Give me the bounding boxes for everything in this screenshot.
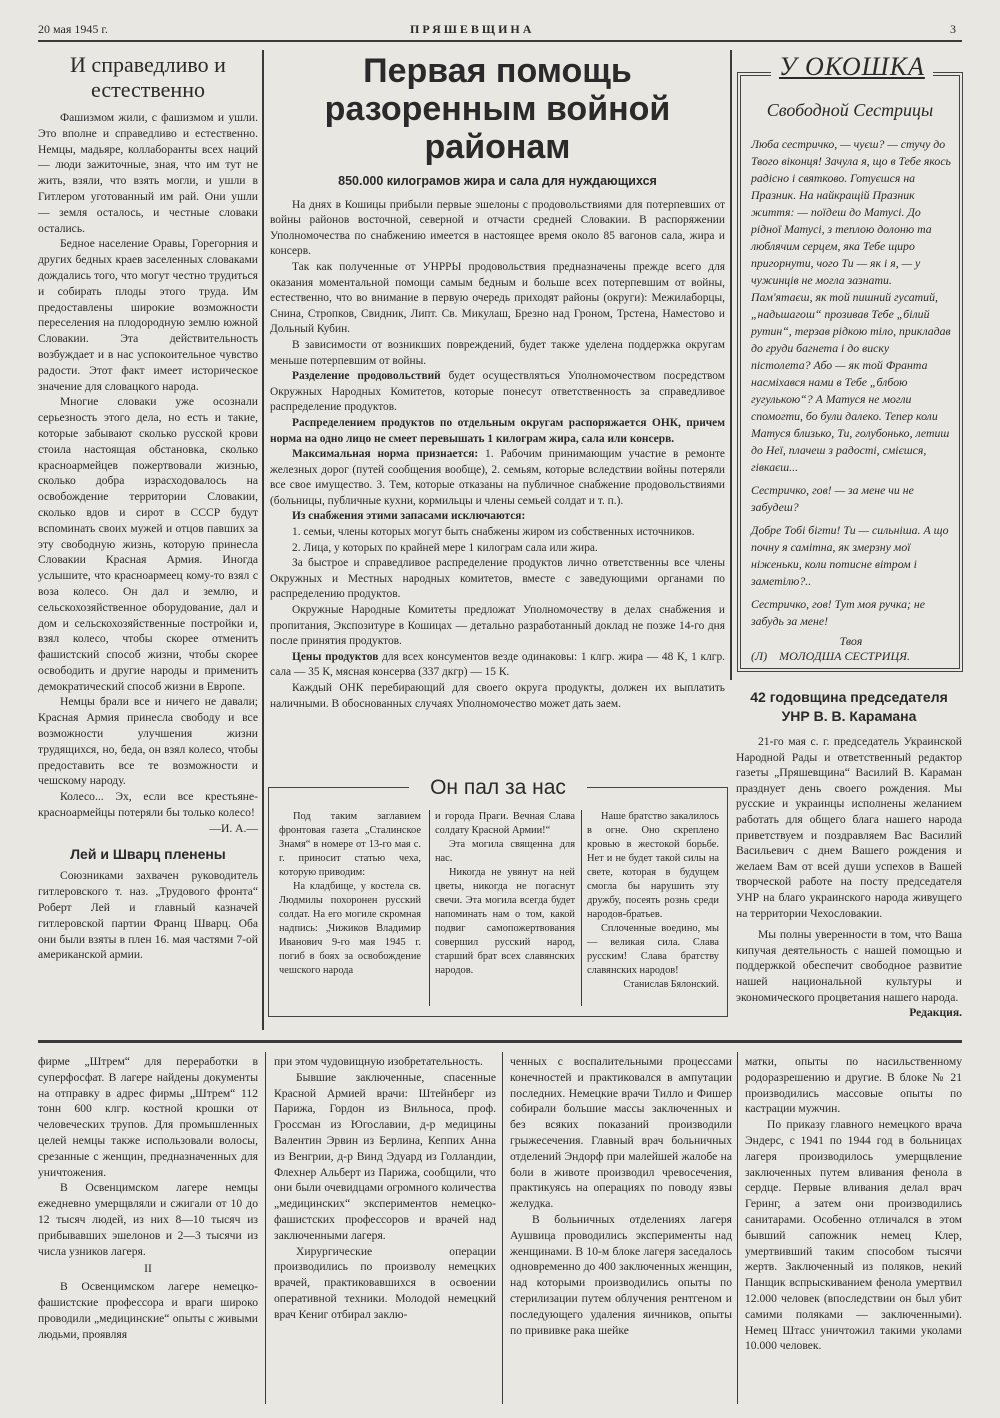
signature: Редакция.	[909, 1006, 962, 1020]
poem-stanza: Люба сестричко, — чуєш? — стучу до Твого віконця! Зачула я, що в Тебе якось радісно і святково. Готуєшся на Празник. На найкращій Празник життя: — поїдеш до Матусі. До рідної Матусі, з теплою долоню та люблячим серцем, яка Тебе щиро пригорнути, чого Ти — як і я, — у чужинців не могла зазнати. Пам'ятаєш, як той пишний гусатий, „надьшагош“ прозивав Тебе „білий рутин“, терзав рідкою тіло, прикладав до груди багнета і до виску пістолета? Або — як той Франта насміхався нами в Тебе „блбою гугулькою“? А Матуся не могли спомогти, бо були далеко. Тепер коли Матуся близько, Ти, голубонько, летиш до Неї, плачеш з радості, смієшся, гівкаєш...	[751, 137, 951, 474]
column-rule	[262, 50, 264, 1030]
paragraph: матки, опыты по насильственному родоразрешению и другие. В блоке № 21 производились массовые опыты по кастрации мужчин.	[745, 1055, 962, 1116]
article-headline: Лей и Шварц пленены	[70, 845, 226, 862]
paragraph: Распределением продуктов по отдельным округам распоряжается ОНК, причем норма на одно лицо не смеет перевышать 1 килограм жира, сала или консерв.	[270, 416, 725, 445]
article-headline: Первая помощь разоренным войной районам	[324, 52, 671, 166]
paragraph: За быстрое и справедливое распределение продуктов лично ответственны все члены Окружных и Местных народных комитетов, вместе с заведующими органами по распределению продуктов.	[270, 557, 725, 601]
paragraph: Союзниками захвачен руководитель гитлеровского т. наз. „Трудового фронта“ Роберт Лей и главный казначей гитлеровской партии Франц Шварц. Оба они были взяты в плен 16. мая частями 7-ой американской армии.	[38, 869, 258, 962]
poem-body	[751, 136, 951, 664]
bold-lead: Максимальная норма признается:	[292, 448, 479, 461]
article-headline: 42 годовщина председателя УНР В. В. Карамана	[750, 689, 948, 724]
karaman-article	[736, 688, 962, 1021]
section-numeral: II	[144, 1262, 152, 1276]
column-rule	[581, 810, 582, 1006]
column-rule	[730, 50, 732, 680]
box-column	[587, 810, 719, 992]
paragraph: Мы полны уверенности в том, что Ваша кипучая деятельность с нашей помощью и поддержкой обеспечит свободное развитие нашей национальной культуры и экономического процветания нашего народа.	[736, 928, 962, 1004]
fallen-soldier-box	[268, 776, 728, 1017]
paragraph: В Освенцимском лагере немецко-фашистские профессора и враги широко проводили „медицинские“ опыты с живыми людьми, проявляя	[38, 1280, 258, 1341]
paragraph: и города Праги. Вечная Слава солдату Красной Армии!“	[435, 811, 575, 836]
paragraph: 1. семьи, члены которых могут быть снабжены жиром из собственных источников.	[292, 526, 695, 539]
paragraph: Под таким заглавием фронтовая газета „Сталинское Знамя“ в номере от 13-го мая с. г. приносит статью чеха, которую приводим:	[279, 811, 421, 878]
issue-date: 20 мая 1945 г.	[38, 22, 108, 36]
paragraph: По приказу главного немецкого врача Эндерс, с 1941 по 1944 год в больницах лагеря производилось умерщвление заключенных путем вливания фенола в сердце. Первые вливания делал врач Геринг, а затем они производились санитарами. Особенно отличался в этом бывший сапожник немец Клер, умертвивший таким способом тысячи жертв. Заключенный из поляков, некий Панщик вспрыскиванием фенола умертвил 12.000 человек (впоследствии он был убит самими поляками — заключенными). Немец Штасс уничтожил такими уколами 10.000 человек.	[745, 1118, 962, 1353]
paragraph: В зависимости от возникших повреждений, будет также уделена поддержка округам меньше потерпевшим от войны.	[270, 338, 725, 367]
paragraph: Из снабжения этими запасами исключаются:	[292, 510, 526, 523]
paragraph: Разделение продовольствий будет осуществляться Уполномочеством посредством Окружных Народных Комитетов, которые понесут ответственность за справедливое распределение продуктов.	[270, 370, 725, 414]
paragraph: Немцы брали все и ничего не давали; Красная Армия принесла свободу и все возможности улучшения жизни трудящихся, но, беда, он взял колесо, чтобы предоставить все те возможности и чешскому народу.	[38, 695, 258, 788]
paragraph: 2. Лица, у которых по крайней мере 1 килограм сала или жира.	[292, 541, 598, 554]
column-rule	[265, 1052, 266, 1404]
paragraph: Никогда не увянут на ней цветы, никогда не погаснут свечи. Эта могила всегда будет напоминать нам о том, какой подвиг самопожертвования совершил русский народ, старший брат всех славянских народов.	[435, 867, 575, 976]
bottom-column	[745, 1054, 962, 1354]
poem-stanza: Добре Тобі бігти! Ти — сильніша. А що почну я самітна, як змерзну мої ніженьки, коли потисне вітром і заметілю?..	[751, 523, 949, 588]
paragraph: Максимальная норма признается: 1. Рабочим принимающим участие в ремонте железных дорог (путей сообщения вообще), 2. семьям, которые вследствии войны потеряли все свое имущество. 3. Тем, которые отказаны на публичное снабжение продовольствиями (больницы, публичные кухни, кормильцы и члены семьей солдат и т. п.).	[270, 448, 725, 507]
paragraph: Сплоченные воедино, мы — великая сила. Слава русским! Слава братству славянских народов!	[587, 923, 719, 976]
paragraph: Так как полученные от УНРРЫ продовольствия предназначены прежде всего для оказания моментальной помощи самым бедным и больше всех потерпевшим от войны, естественно, что во внимание в первую очередь приходят районы (округи): Межилаборцы, Снина, Стропков, Свидник, Липт. Св. Микулаш, Брезно над Гроном, Трстена, Наместово и Дольный Кубин.	[270, 260, 725, 336]
left-column	[38, 52, 258, 963]
box-column	[435, 810, 575, 978]
paragraph: Наше братство закалилось в огне. Оно скреплено кровью в жестокой борьбе. Нет и не будет такой силы на свете, которая в будущем смогла бы нарушить эту дружбу, посеять рознь среди народов-братьев.	[587, 811, 719, 920]
signature: Станислав Бялонский.	[623, 979, 719, 990]
paragraph: фирме „Штрем“ для переработки в суперфосфат. В лагере найдены документы на отправку в адрес фирмы „Штрем“ 112 тонн 600 клгр. костной крошки от человеческих трупов. Для промышленных целей немцы также использовали волосы, срезанные с женщин, предназначенных для уничтожения.	[38, 1055, 258, 1179]
bold-lead: Цены продуктов	[292, 650, 379, 663]
paragraph: при этом чудовищную изобретательность.	[274, 1055, 483, 1068]
paragraph: На кладбище, у костела св. Людмилы похоронен русский солдат. На его могиле скромная надпись: „Чижиков Владимир Иванович 9-го мая 1945 г. погиб в боях за освобождение чешского народа	[279, 881, 421, 976]
paragraph: Бывшие заключенные, спасенные Красной Армией врачи: Штейнберг из Парижа, Гордон из Вильноса, проф. Гроссман из Югославии, д-р медицины Валентин Эрвин из Берлина, Кеппих Анна из Венгрии, д-р Винд Эдуард из Голландии, Флехнер Альберт из Парижа, сообщили, что они были очевидцами огромного количества „медицинских“ экспериментов немецко-фашистских профессоров и врачей над заключенными лагеря.	[274, 1070, 496, 1242]
article-subhead: 850.000 килограмов жира и сала для нуждающихся	[338, 174, 657, 188]
page-header	[38, 18, 962, 42]
paragraph: Окружные Народные Комитеты предложат Уполномочеству в делах снабжения и пропитания, Экспозитуре в Кошицах — детально разработанный доклад не позже 14-го дня после принятия продуктов.	[270, 604, 725, 648]
article-headline: И справедливо и естественно	[70, 52, 226, 102]
poem-signoff: Твоя	[839, 634, 863, 648]
paragraph: Колесо... Эх, если все крестьяне-красноармейцы потеряли бы только колесо!	[38, 790, 258, 820]
column-rule	[502, 1052, 503, 1404]
paragraph: Бедное население Оравы, Горегорния и других бедных краев заселенных словаками дождались того, что могут честно трудиться и собирать плоды этого труда. Им предоставлены широкие возможности переселения на плодородную землю южной Словакии. Эта действительность возбуждает и в нас успокоительное чувство радости. Этот факт имеет историческое значение для словацкого народа.	[38, 237, 258, 393]
poem-stanza: Сестричко, гов! Тут моя ручка; не забудь за мене!	[751, 597, 925, 628]
bold-lead: Разделение продовольствий	[292, 370, 441, 383]
paragraph: Цены продуктов для всех консументов везде одинаковы: 1 клгр. жира — 48 К, 1 клгр. сала — 35 К, мясная консерва (337 дкгр) — 15 К.	[270, 650, 725, 679]
box-title: У ОКОШКА	[771, 52, 933, 82]
column-rule	[429, 810, 430, 1006]
paragraph: В Освенцимском лагере немцы ежедневно умерщвляли и сжигали от 10 до 12 тысяч людей, из них 8—10 тысяч из прибывавших эшелонов и 2—3 тысячи из числа узников лагеря.	[38, 1181, 258, 1258]
box-column	[279, 810, 421, 978]
paragraph: ченных с воспалительными процессами конечностей и практиковался в ампутации последних. Немецкие врачи Тилло и Фишер собирали большие массы заключенных и без всяких показаний производили грыжесечения. Главный врач больничных отделений Эндорф при малейшей жалобе на боли в животе производил чревосечения, практикуясь на операциях по поводу язвы желудка.	[510, 1055, 732, 1211]
section-rule	[38, 1040, 962, 1043]
paragraph: 21-го мая с. г. председатель Украинской Народной Рады и ответственный редактор газеты „Пряшевщина“ Василий В. Караман празднует день своего рождения. Мы русские и украинцы исполнены желанием работать для общего блага нашего народа приветствуем и поздравляем Вас Василий Васильевич с днем Вашего рождения и желаем Вам от всей души успехов в Вашей творческой работе на посту председателя УНР на благо украинского народа живущего на территории Чехословакии.	[736, 735, 962, 920]
bottom-column	[510, 1054, 732, 1338]
bottom-column	[38, 1054, 258, 1342]
box-subtitle: Свободной Сестрицы	[766, 100, 934, 120]
newspaper-title: ПРЯШЕВЩИНА	[410, 22, 535, 36]
paragraph: В больничных отделениях лагеря Аушвица проводились эксперименты над женщинами. В 10-м блоке лагеря заседалось одновременно до 400 заключенных женщин, над которыми производились опыты по стерилизации путем облучения рентгеном и последующего удаления яичников, опыты по прививке рака шейке	[510, 1212, 732, 1337]
page-number: 3	[950, 22, 956, 36]
main-article	[270, 52, 725, 712]
poem-signature: (Л) МОЛОДША СЕСТРИЦЯ.	[751, 649, 911, 663]
poem-stanza: Сестричко, гов! — за мене чи не забудеш?	[751, 483, 914, 514]
box-title: Он пал за нас	[409, 776, 587, 800]
paragraph: Хирургические операции производились по произволу немецких врачей, практиковавшихся в освоении оперативной техники. Молодой немецкий врач Кениг отбирал заклю-	[274, 1244, 496, 1321]
bottom-column	[274, 1054, 496, 1323]
paragraph: Фашизмом жили, с фашизмом и ушли. Это вполне и справедливо и естественно. Немцы, мадьяре, коллаборанты всех наций — люди зажиточные, зная, что им тут не жить, взяли, что взять могли, и ушли в Гитлером уготованный им рай. Они ушли — земля осталось, и честные словаки остались.	[38, 111, 258, 235]
paragraph: Каждый ОНК перебирающий для своего округа продукты, должен их выплатить наличными. В обоснованных случаях Уполномочество может дать заем.	[270, 682, 725, 710]
signature: —И. А.—	[209, 821, 258, 835]
okoshka-box	[737, 52, 963, 672]
paragraph: На днях в Кошицы прибыли первые эшелоны с продовольствиями для потерпевших от войны районов восточной, северной и отчасти средней Словакии. В распоряжении Уполномочества по снабжению имеется в настоящее время около 85 вагонов сала, жира и консерв.	[270, 198, 725, 258]
paragraph: Эта могила священна для нас.	[435, 839, 575, 864]
paragraph: Многие словаки уже осознали серьезность этого дела, но есть и такие, которые забывают сколько русской крови стоила настоящая обстановка, сколько красноармейцев пожертвовали жизнью, сколько добра израсходовалось на освобождение территории Словакии, сколько вдов и сирот в СССР будут вспоминать своих мужей и отцов павших за эту свободную жизнь, которую принесла Словакии Красная Армия. Иногда услышите, что красноармеец кому-то взял с воза колесо. Он дал и землю, и сельскохозяйственное оборудование, дал и дом и сельскохозяйственные постройки и, взял колесо, чтобы скорее отменить фашистский способ жизни, чтобы скорее освободить и другие народы и применить демократический способ жизни в Европе.	[38, 395, 258, 693]
column-rule	[737, 1052, 738, 1404]
